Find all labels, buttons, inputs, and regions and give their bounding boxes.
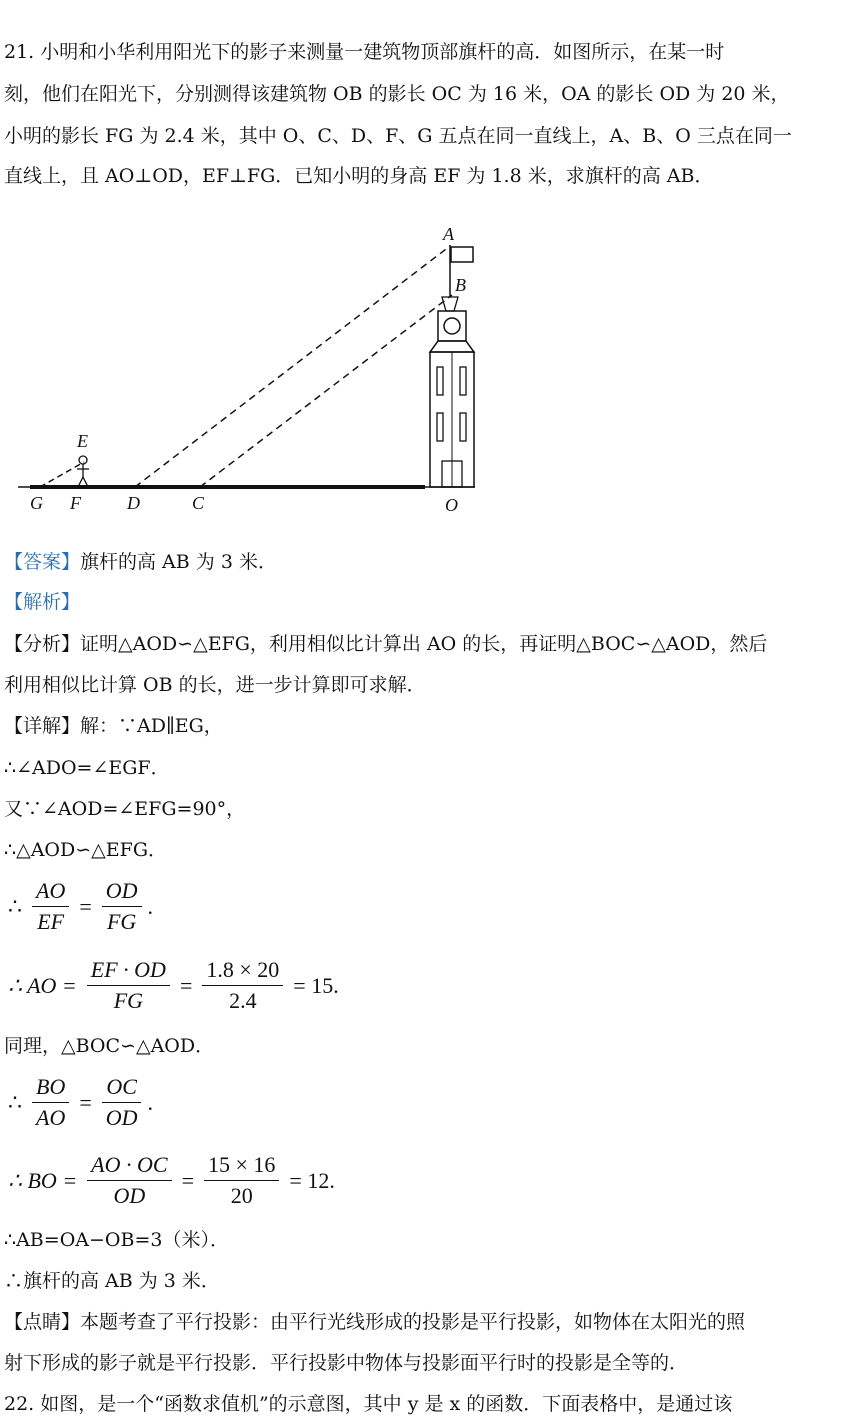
- formula-1: [4, 876, 153, 937]
- sun-ray-bc: [200, 295, 452, 487]
- formula-2: [4, 955, 343, 1016]
- label-f: F: [70, 493, 81, 513]
- equals-sign: =: [181, 1167, 194, 1193]
- fraction-denominator: OD: [113, 1183, 146, 1208]
- dianjing-line-1: [4, 1310, 745, 1334]
- label-b: B: [455, 275, 466, 295]
- detail-line-1: [4, 714, 223, 738]
- label-a: A: [443, 224, 454, 244]
- clock-icon: [444, 318, 460, 334]
- period: .: [147, 1089, 154, 1115]
- equals-sign: =: [179, 972, 193, 998]
- tower-shoulder: [430, 341, 474, 352]
- detail-text-1: 解：∵AD∥EG，: [80, 715, 223, 737]
- q22-line-1: 22. 如图，是一个“函数求值机”的示意图，其中 y 是 x 的函数．下面表格中，是通过该: [4, 1393, 733, 1415]
- formula-lead: ∴ BO =: [8, 1167, 78, 1193]
- therefore-symbol: ∴: [8, 1089, 22, 1115]
- detail-line-7: ∴旗杆的高 AB 为 3 米．: [4, 1270, 220, 1292]
- shadow-diagram: [0, 215, 520, 515]
- detail-line-2: ∴∠ADO=∠EGF．: [4, 757, 170, 779]
- q21-line-2: 刻，他们在阳光下，分别测得该建筑物 OB 的影长 OC 为 16 米，OA 的影长 OD 为 20 米，: [4, 83, 790, 105]
- fraction-denominator: AO: [36, 1105, 66, 1130]
- detail-line-6: ∴AB=OA−OB=3（米）．: [4, 1229, 229, 1251]
- detail-line-3: 又∵∠AOD=∠EFG=90°，: [4, 798, 246, 820]
- fraction-denominator: EF: [37, 909, 65, 934]
- sun-ray-eg: [40, 462, 84, 487]
- fraction-denominator: FG: [113, 988, 144, 1013]
- q21-line-4: 直线上，且 AO⊥OD，EF⊥FG．已知小明的身高 EF 为 1.8 米，求旗杆的高 AB．: [4, 165, 714, 187]
- label-e: E: [77, 431, 88, 451]
- answer-tag: 【答案】: [4, 551, 81, 573]
- answer-line: [4, 550, 277, 574]
- label-o: O: [445, 495, 458, 515]
- fraction-denominator: 2.4: [229, 988, 257, 1013]
- fraction-numerator: 15 × 16: [204, 1150, 279, 1181]
- dianjing-tag: 【点睛】: [4, 1311, 81, 1333]
- detail-line-4: ∴△AOD∽△EFG．: [4, 839, 167, 861]
- detail-tag: 【详解】: [4, 715, 81, 737]
- fraction-denominator: 20: [230, 1183, 253, 1208]
- therefore-symbol: ∴: [8, 893, 22, 919]
- flag: [451, 247, 473, 262]
- person-head: [79, 456, 87, 464]
- label-g: G: [30, 493, 43, 513]
- formula-result: = 15.: [293, 972, 339, 998]
- formula-result: = 12.: [289, 1167, 335, 1193]
- equals-sign: =: [79, 893, 92, 919]
- fraction-numerator: 1.8 × 20: [202, 955, 283, 986]
- fenxi-line-2: 利用相似比计算 OB 的长，进一步计算即可求解．: [4, 674, 426, 696]
- fraction-denominator: OD: [105, 1105, 138, 1130]
- period: .: [147, 893, 154, 919]
- fraction-denominator: FG: [106, 909, 137, 934]
- fraction-numerator: AO · OC: [87, 1150, 171, 1181]
- q21-line-3: 小明的影长 FG 为 2.4 米，其中 O、C、D、F、G 五点在同一直线上，A、B、O 三点在同一: [4, 125, 792, 147]
- window: [437, 367, 443, 395]
- fenxi-line-1: [4, 632, 767, 656]
- analysis-tag: 【解析】: [4, 591, 81, 613]
- dianjing-text-1: 本题考查了平行投影：由平行光线形成的投影是平行投影，如物体在太阳光的照: [80, 1311, 746, 1333]
- formula-lead: ∴ AO =: [8, 972, 77, 998]
- q21-line-1: 21. 小明和小华利用阳光下的影子来测量一建筑物顶部旗杆的高．如图所示，在某一时: [4, 41, 725, 63]
- fraction-numerator: BO: [32, 1072, 69, 1103]
- dianjing-line-2: 射下形成的影子就是平行投影．平行投影中物体与投影面平行时的投影是全等的．: [4, 1352, 689, 1374]
- fraction-numerator: EF · OD: [87, 955, 170, 986]
- sun-ray-ad: [135, 246, 450, 487]
- detail-line-5: 同理，△BOC∽△AOD．: [4, 1035, 215, 1057]
- formula-3: [4, 1072, 153, 1133]
- spire: [442, 297, 458, 311]
- fraction-numerator: OD: [102, 876, 142, 907]
- fenxi-text-1: 证明△AOD∽△EFG，利用相似比计算出 AO 的长，再证明△BOC∽△AOD，然后: [80, 633, 768, 655]
- label-d: D: [127, 493, 140, 513]
- window: [460, 367, 466, 395]
- label-c: C: [192, 493, 205, 513]
- answer-text: 旗杆的高 AB 为 3 米．: [80, 551, 277, 573]
- window: [437, 413, 443, 441]
- fraction-numerator: OC: [102, 1072, 141, 1103]
- tower-top: [438, 311, 466, 341]
- window: [460, 413, 466, 441]
- fraction-numerator: AO: [32, 876, 69, 907]
- equals-sign: =: [79, 1089, 92, 1115]
- fenxi-tag: 【分析】: [4, 633, 81, 655]
- formula-4: [4, 1150, 339, 1211]
